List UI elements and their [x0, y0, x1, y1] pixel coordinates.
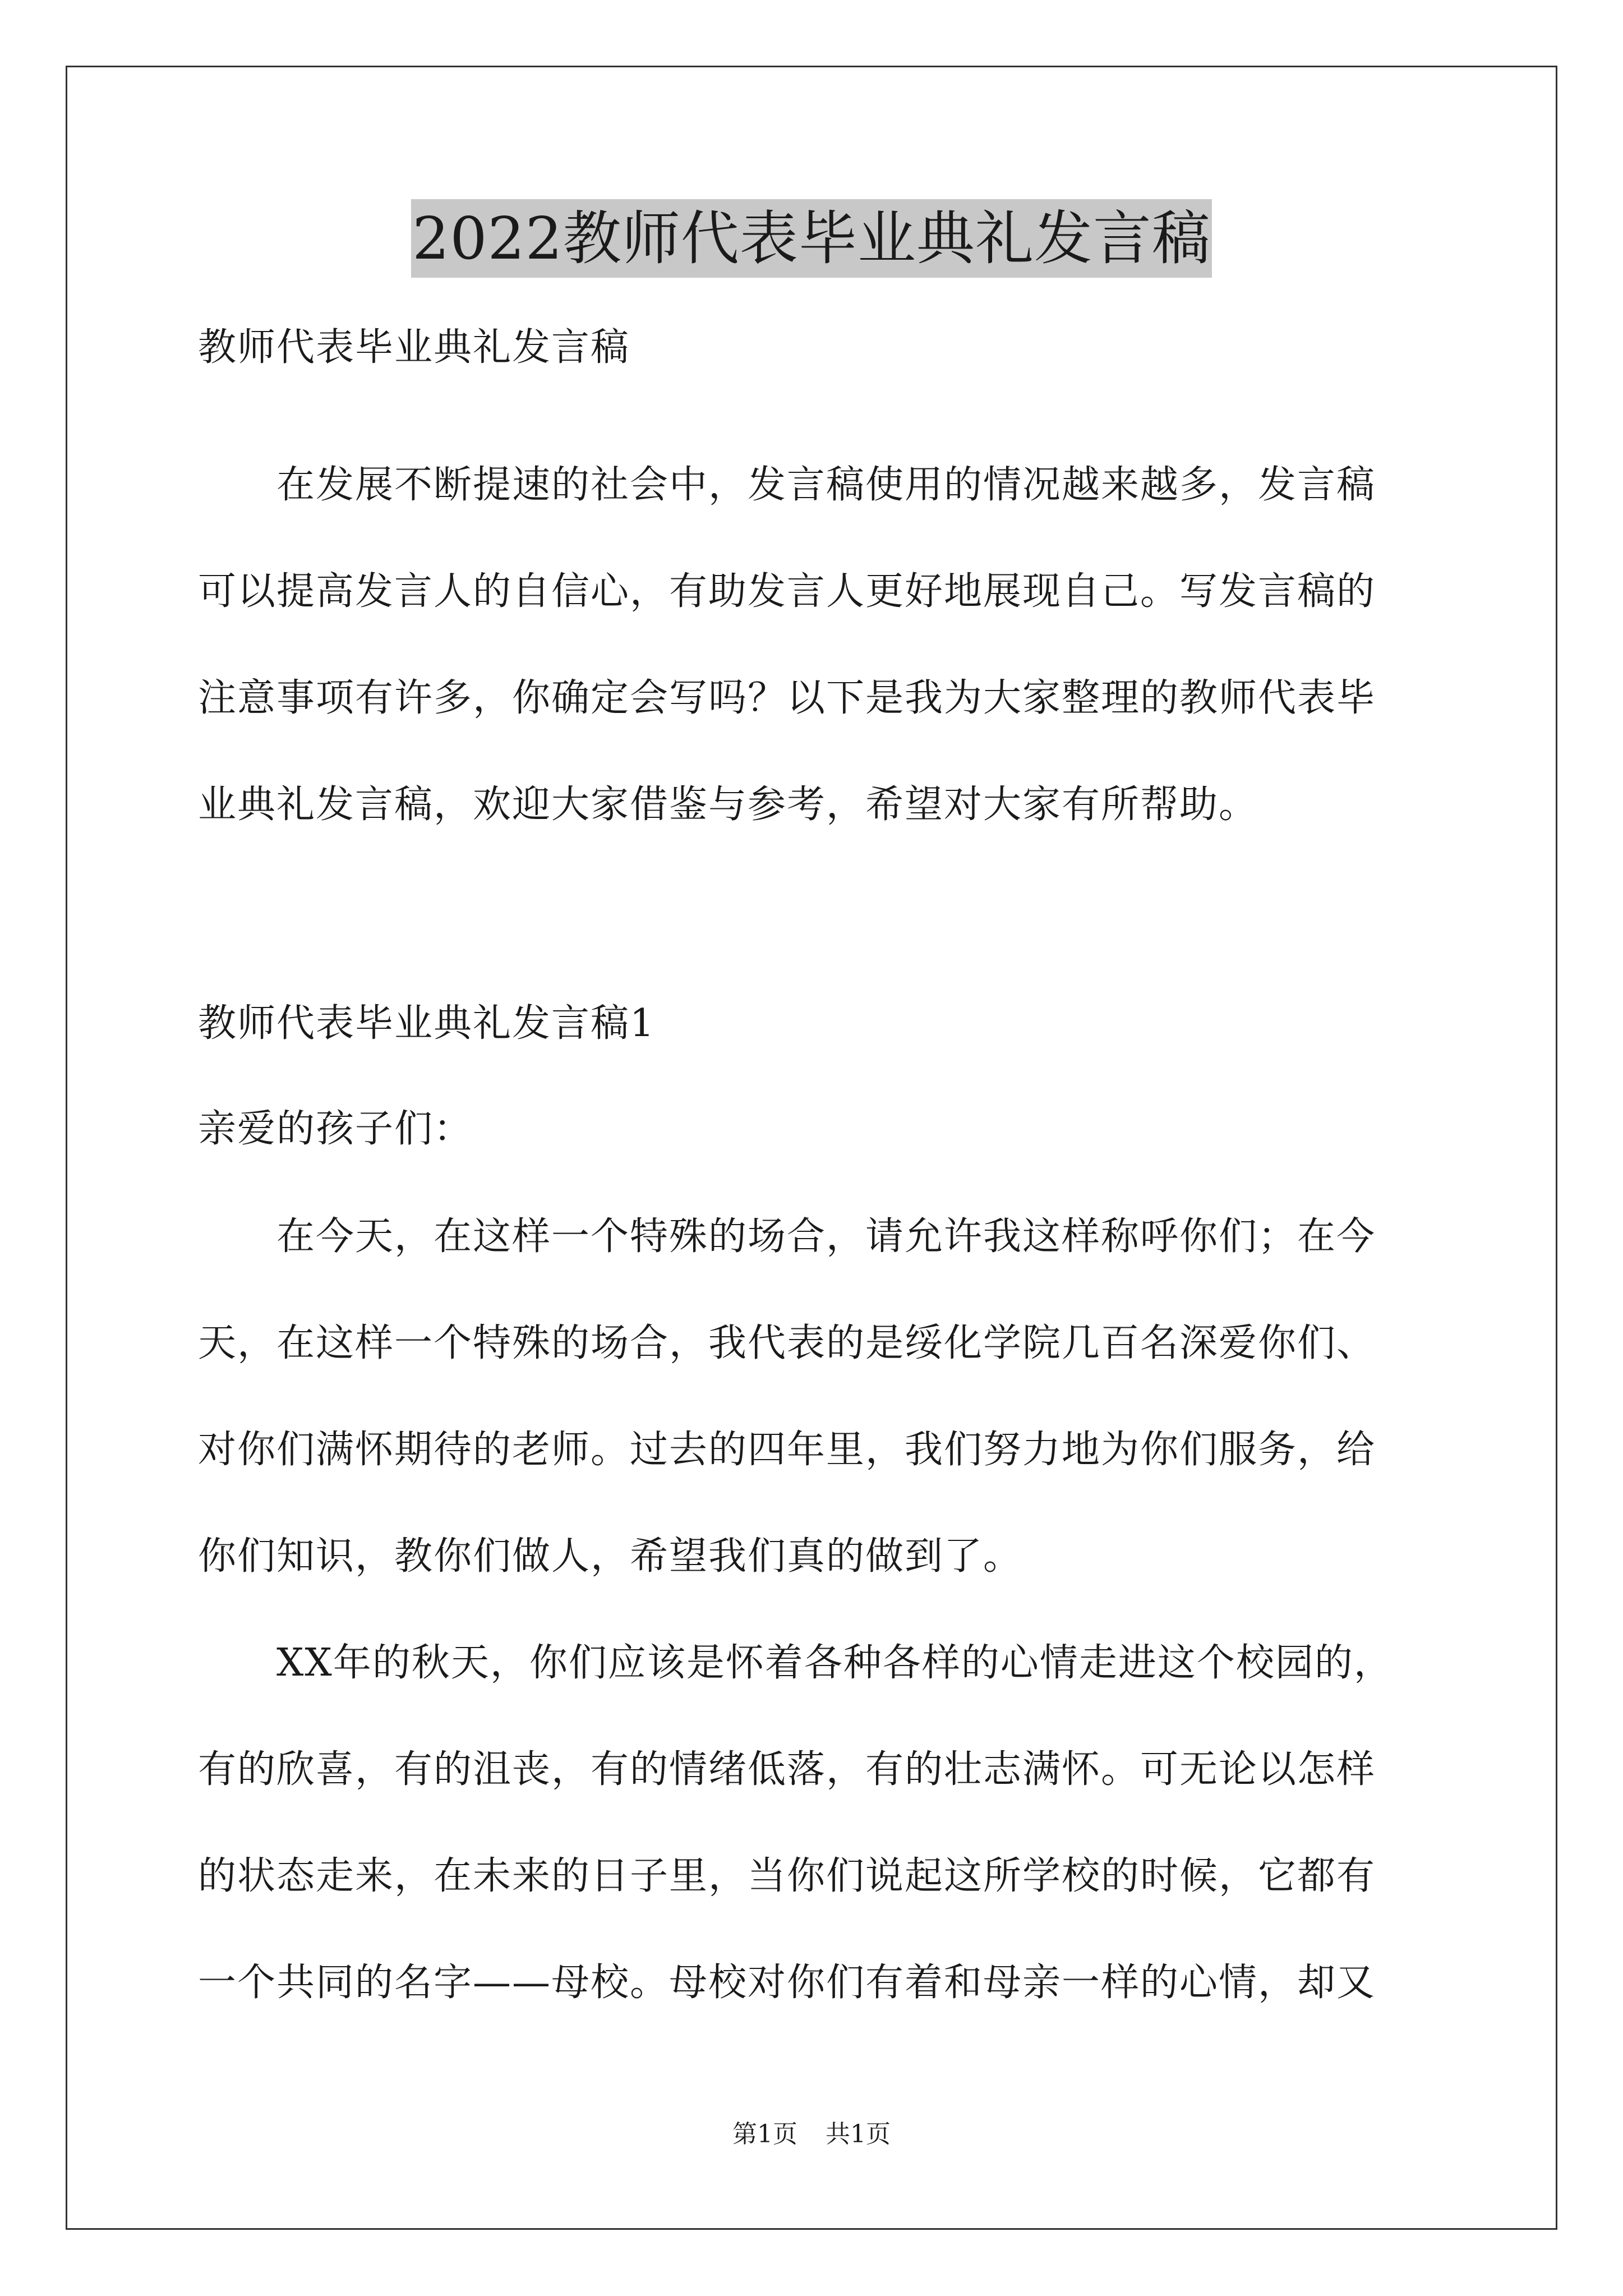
page-number-current: 第1页: [732, 2120, 797, 2148]
body-line: XX年的秋天，你们应该是怀着各种各样的心情走进这个校园的，: [198, 1641, 1393, 1685]
document-title: 2022教师代表毕业典礼发言稿: [411, 199, 1212, 278]
body-line: 可以提高发言人的自信心，有助发言人更好地展现自己。写发言稿的: [198, 569, 1376, 614]
body-line: 教师代表毕业典礼发言稿: [198, 325, 630, 370]
body-line: 一个共同的名字——母校。母校对你们有着和母亲一样的心情，却又: [198, 1961, 1376, 2005]
body-line: 天，在这样一个特殊的场合，我代表的是绥化学院几百名深爱你们、: [198, 1321, 1376, 1365]
section-heading: 教师代表毕业典礼发言稿1: [198, 1001, 656, 1046]
page-footer: [66, 2118, 1557, 2151]
page-number-total: 共1页: [826, 2120, 891, 2148]
body-line: 业典礼发言稿，欢迎大家借鉴与参考，希望对大家有所帮助。: [198, 783, 1258, 827]
body-line: 在今天，在这样一个特殊的场合，请允许我这样称呼你们；在今: [198, 1214, 1376, 1259]
body-line: 在发展不断提速的社会中，发言稿使用的情况越来越多，发言稿: [198, 463, 1376, 507]
body-line: 有的欣喜，有的沮丧，有的情绪低落，有的壮志满怀。可无论以怎样: [198, 1747, 1376, 1792]
body-line: 你们知识，教你们做人，希望我们真的做到了。: [198, 1534, 1023, 1579]
body-line: 亲爱的孩子们：: [198, 1107, 473, 1151]
body-line: 注意事项有许多，你确定会写吗？以下是我为大家整理的教师代表毕: [198, 676, 1376, 720]
body-line: 的状态走来，在未来的日子里，当你们说起这所学校的时候，它都有: [198, 1854, 1376, 1898]
body-line: 对你们满怀期待的老师。过去的四年里，我们努力地为你们服务，给: [198, 1428, 1376, 1472]
title-wrap: [66, 199, 1557, 278]
